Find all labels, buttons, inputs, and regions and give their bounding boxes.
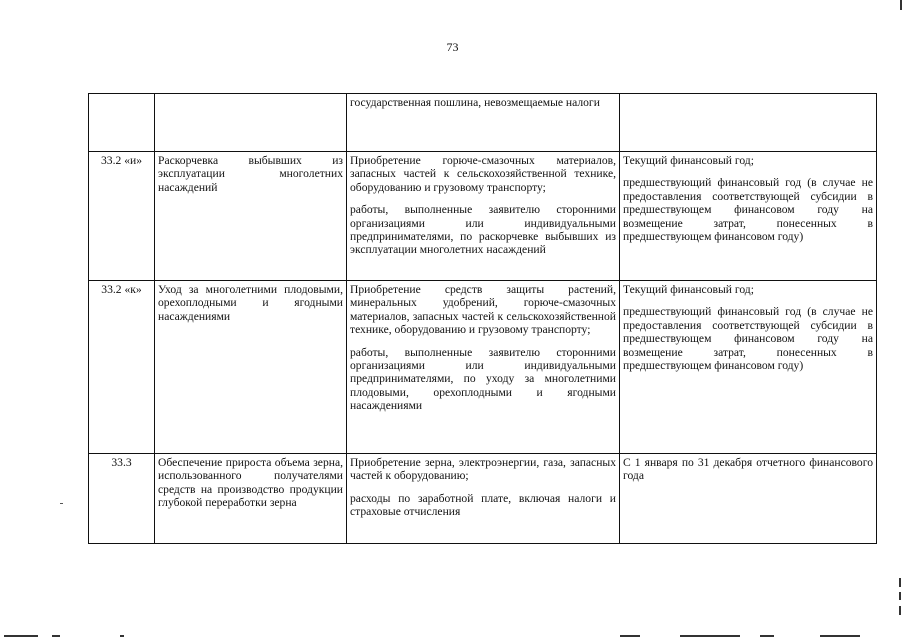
costs-cell — [347, 152, 620, 281]
table-row — [89, 94, 877, 152]
costs-paragraph: Приобретение горюче-смазочных материалов, запасных частей к сельскохозяйственной технике, оборудованию и грузовому транспорту; — [350, 154, 616, 194]
table-row — [89, 281, 877, 454]
purpose-text: Обеспечение прироста объема зерна, использованного получателями средств на производство продукции глубокой переработки зерна — [158, 456, 343, 510]
purpose-text: Раскорчевка выбывших из эксплуатации многолетних насаждений — [158, 154, 343, 194]
costs-cell — [347, 281, 620, 454]
scan-speck — [60, 503, 63, 504]
table-row — [89, 152, 877, 281]
scan-edge-mark — [899, 578, 901, 587]
period-cell — [620, 152, 877, 281]
period-cell — [620, 454, 877, 544]
row-number-cell — [89, 94, 155, 152]
costs-paragraph: работы, выполненные заявителю сторонними организациями или индивидуальными предпринимателями, по уходу за многолетними плодовыми, орехоплодными и ягодными насаждениями — [350, 345, 616, 413]
scan-edge-mark — [900, 0, 902, 10]
costs-cell — [347, 454, 620, 544]
row-number-cell: 33.2 «и» — [89, 152, 155, 281]
period-paragraph: С 1 января по 31 декабря отчетного финансового года — [623, 456, 873, 483]
period-paragraph: предшествующий финансовый год (в случае не предоставления соответствующей субсидии в предшествующем финансовом году на возмещение затрат, понесенных в предшествующем финансовом году) — [623, 305, 873, 373]
scan-bottom-edge — [0, 634, 905, 640]
purpose-cell — [155, 454, 347, 544]
period-paragraph: Текущий финансовый год; — [623, 154, 754, 167]
row-number-cell: 33.3 — [89, 454, 155, 544]
purpose-cell — [155, 152, 347, 281]
period-paragraph: предшествующий финансовый год (в случае не предоставления соответствующей субсидии в предшествующем финансовом году на возмещение затрат, понесенных в предшествующем финансовом году) — [623, 176, 873, 244]
subsidy-table — [88, 93, 877, 544]
purpose-text: Уход за многолетними плодовыми, орехоплодными и ягодными насаждениями — [158, 283, 343, 323]
costs-paragraph: работы, выполненные заявителю сторонними организациями или индивидуальными предпринимателями, по раскорчевке выбывших из эксплуатации многолетних насаждений — [350, 203, 616, 257]
costs-paragraph: Приобретение средств защиты растений, минеральных удобрений, горюче-смазочных материалов, запасных частей к сельскохозяйственной технике, оборудованию и грузовому транспорту; — [350, 283, 616, 337]
page-number: 73 — [446, 40, 459, 54]
period-cell — [620, 281, 877, 454]
costs-paragraph: расходы по заработной плате, включая налоги и страховые отчисления — [350, 491, 616, 519]
period-cell — [620, 94, 877, 152]
purpose-cell — [155, 94, 347, 152]
costs-paragraph: Приобретение зерна, электроэнергии, газа, запасных частей к оборудованию; — [350, 456, 616, 483]
purpose-cell — [155, 281, 347, 454]
scan-edge-mark — [899, 606, 901, 615]
table-row — [89, 454, 877, 544]
costs-cell — [347, 94, 620, 152]
costs-paragraph: государственная пошлина, невозмещаемые налоги — [350, 96, 600, 109]
period-paragraph: Текущий финансовый год; — [623, 283, 754, 296]
scan-edge-mark — [899, 592, 901, 600]
row-number-cell: 33.2 «к» — [89, 281, 155, 454]
